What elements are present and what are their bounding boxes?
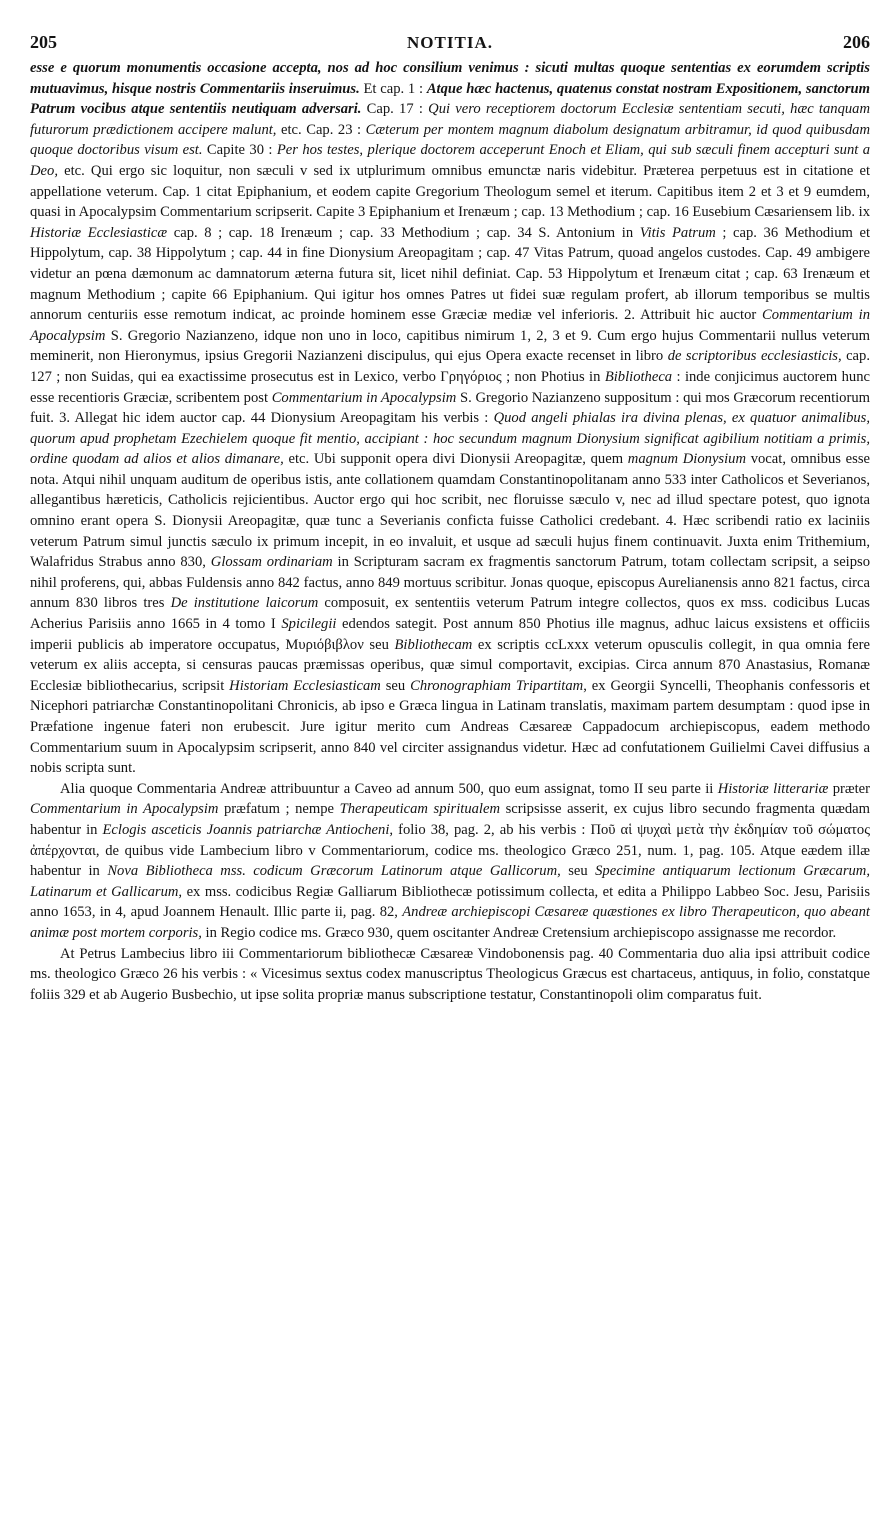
text-run: cap. 8 ; cap. 18 Irenæum ; cap. 33 Methodium ; cap. 34 S. Antonium in [167,224,640,241]
text-run: : inde conjicimus auctorem hunc esse recentioris Græciæ, scribentem post [30,368,870,406]
text-run: ; cap. 36 Methodium et Hippolytum, cap. 38 Hippolytum ; cap. 44 in fine Dionysium Areopagitam ; cap. 47 Vitas Patrum, quoad angelos custodes. Cap. 49 ambigere videtur an pœna dæmonum ac damnatorum æterna futura sit, licet nihil definiat. Cap. 53 Hippolytum et Irenæum citat ; cap. 63 Irenæum et magnum Methodium ; capite 66 Epiphanium. Qui igitur hos omnes Patres ut fidei suæ regulam profert, ab illorum temporibus se multis annorum centuriis esse remotum indicat, ac proinde hominem esse Græciæ mediæ vel inferioris. 2. Attribuit hic auctor [30,224,870,324]
italic-text-run: Qui vero receptiorem doctorum Ecclesiæ sententiam secuti, hæc tanquam futurorum prædictionem accipere malunt, [30,101,870,138]
italic-text-run: Bibliothecam [394,636,473,653]
italic-text-run: Nova Bibliotheca mss. codicum Græcorum Latinorum atque Gallicorum, [107,863,561,880]
italic-text-run: Historiæ litterariæ [717,780,829,797]
text-run: Alia quoque Commentaria Andreæ attribuuntur a Caveo ad annum 500, quo eum assignat, tomo II seu parte ii [60,780,718,797]
text-run: etc. Cap. 23 : [276,121,366,138]
italic-text-run: Eclogis asceticis Joannis patriarchæ Antiocheni, [102,821,394,838]
italic-text-run: Bibliotheca [604,368,673,385]
italic-text-run: Chronographiam Tripartitam [410,677,584,694]
italic-text-run: esse e quorum monumentis occasione accepta, nos ad hoc consilium venimus : sicuti multas quoque sententias ex eorumdem scriptis mutuavimus, hisque nostris Commentariis inseruimus. [30,60,870,97]
italic-text-run: Commentarium in Apocalypsim [30,801,219,818]
running-header [30,32,870,58]
text-run: Et cap. 1 : [359,80,427,97]
italic-text-run: Vitis Patrum [639,224,716,241]
paragraph [30,779,870,944]
text-run: cap. 127 ; non Suidas, qui ea exactissime prosecutus est in Lexico, verbo Γρηγόριος ; non Photius in [30,348,870,385]
italic-text-run: Historiam Ecclesiasticam [229,677,381,694]
text-run: Cap. 17 : [361,101,429,118]
text-run: scripsisse asserit, ex cujus libro secundo fragmenta quædam habentur in [30,801,870,838]
text-run: etc. Qui ergo sic loquitur, non sæculi v sed ix utplurimum omnibus emunctæ naris videbitur. Præterea perpetuus est in citatione et appellatione veterum. Cap. 1 citat Epiphanium, et eodem capite Gregorium Theologum semel et iterum. Capitibus item 2 et 3 et 9 eumdem, quasi in Apocalypsim Commentarium scripserit. Capite 3 Epiphanium et Irenæum ; cap. 13 Methodium ; cap. 16 Eusebium Cæsariensem lib. ix [30,162,870,221]
text-run: in Scripturam sacram ex fragmentis sanctorum Patrum, totam collectam scripsit, a seipso nihil proferens, qui, abbas Fuldensis anno 842 factus, anno 849 mortuus scribitur. Jonas quoque, episcopus Aurelianensis anno 821 factus, circa annum 830 libros tres [30,554,870,612]
text-run: præfatum ; nempe [218,801,340,818]
paragraph [30,944,870,1006]
italic-text-run: Therapeuticam spiritualem [339,801,501,818]
text-run: ex scriptis ccLxxx veterum opusculis collegit, in qua omnia fere veterum ex aliis accepta, si censuras paucas præmissas operibus, quæ simul comportavit, excipias. Circa annum 870 Anastasius, Romanæ Ecclesiæ bibliothecarius, scripsit [30,636,870,694]
text-run: seu [560,863,596,880]
italic-text-run: Quod angeli phialas ira divina plenas, ex quatuor animalibus, quorum apud prophetam Ezechielem quoque fit mentio, accipiant : hoc secundum magnum Dionysium significat agibilium notitiam a primis, ordine quodam ad alios et alios dimanare, [30,410,870,468]
italic-text-run: Specimine antiquarum lectionum Græcarum, Latinarum et Gallicarum, [30,863,870,900]
italic-text-run: magnum Dionysium [627,451,746,468]
paragraph [30,58,870,779]
text-run: præter [828,780,870,797]
text-run: S. Gregorio Nazianzeno suppositum : qui mos Græcorum recentiorum fuit. 3. Allegat hic idem auctor cap. 44 Dionysium Areopagitam his verbis : [30,389,870,427]
text-run: composuit, ex sententiis veterum Patrum integre collectos, quos ex mss. codicibus Lucas Acherius Parisiis anno 1665 in 4 tomo I [30,595,870,633]
text-run: At Petrus Lambecius libro iii Commentariorum bibliothecæ Cæsareæ Vindobonensis pag. 40 Commentaria duo alia ipsi attribuit codice ms. theologico Græco 26 his verbis : « Vicesimus sextus codex manuscriptus Theologicus Græcus est chartaceus, antiquus, in folio, constatque foliis 329 et ab Augerio Busbechio, ut ipse solita propriæ manus subscriptione testatur, Constantinopoli olim comparatus fuit. [30,945,870,1003]
italic-text-run: Commentarium in Apocalypsim [30,307,870,344]
italic-text-run: Glossam ordinariam [210,554,333,571]
italic-text-run: Spicilegii [281,616,337,633]
running-title: NOTITIA. [407,33,493,52]
text-run: vocat, omnibus esse nota. Atqui nihil unquam auditum de operibus istis, ante collationem quamdam Constantinopolitanam anno 533 inter Catholicos et Severianos, allegantibus hæreticis, Catholicis rejicientibus. Auctor ergo qui hoc scribit, nec floruisse sæculo v, nec ad illud spectare potest, quo ignota omnino erant opera S. Dionysii Areopagitæ, quæ tunc a Severianis conficta fuisse Catholici credebant. 4. Hæc scribendi ratio ex laciniis veterum Patrum simul junctis sæculo ix primum incepit, in eo invaluit, et usque ad sæculi hujus finem continuavit. Juxta enim Trithemium, Walafridus Strabus anno 830, [30,451,870,571]
italic-text-run: Atque hæc hactenus, quatenus constat nostram Expositionem, sanctorum Patrum vocibus atque sententiis neutiquam adversari. [30,80,870,118]
text-run: edendos sategit. Post annum 850 Photius ille magnus, adhuc laicus exsistens et officiis imperii publicis ab imperatore occupatus, Μυριόβιβλον seu [30,616,870,653]
text-run: in Regio codice ms. Græco 930, quem oscitanter Andreæ Cretensium archiepiscopo assignasse me recordor. [201,924,837,941]
text-run: , ex Georgii Syncelli, Theophanis confessoris et Nicephori patriarchæ Constantinopolitani Chronicis, ab ipso e Græca lingua in Latinam translatis, maximam partem desumptam : quod ipse in Præfatione ingenue fateri non erubescit. Jure igitur merito cum Andreas Cæsareæ Cappadocum archiepiscopus, eadem methodo Commentarium suum in Apocalypsim scripserit, anno 840 vel circiter assignandus videtur. Hæc ad confutationem Guilielmi Cavei diffusius a nobis scripta sunt. [30,677,870,777]
italic-text-run: Commentarium in Apocalypsim [271,389,457,406]
text-run: S. Gregorio Nazianzeno, idque non uno in loco, capitibus nimirum 1, 2, 3 et 9. Cum ergo hujus Commentarii nullus veterum meminerit, non Hieronymus, ipsius Gregorii Nazianzeni discipulus, qui ejus Opera exacte recenset in libro [30,327,870,365]
italic-text-run: Per hos testes, plerique doctorem acceperunt Enoch et Eliam, qui sub sæculi finem accepturi sunt a Deo, [30,142,870,179]
italic-text-run: De institutione laicorum [170,595,319,612]
text-run: Capite 30 : [202,142,277,159]
italic-text-run: Andreæ archiepiscopi Cæsareæ quæstiones ex libro Therapeuticon, quo abeant animæ post mortem corporis, [30,904,870,941]
text-run: etc. Ubi supponit opera divi Dionysii Areopagitæ, quem [283,451,628,468]
text-run: folio 38, pag. 2, ab his verbis : Ποῦ αἱ ψυχαὶ μετὰ τὴν ἐκδημίαν τοῦ σώματος ἀπέρχονται, de quibus vide Lambecium libro v Commentariorum, codice ms. theologico Græco 251, num. 1, pag. 105. Atque eædem illæ habentur in [30,821,870,880]
italic-text-run: Historiæ Ecclesiasticæ [30,224,168,241]
document-body [30,58,870,1005]
text-run: ex mss. codicibus Regiæ Galliarum Bibliothecæ potissimum collecta, et edita a Philippo Labbeo Soc. Jesu, Parisiis anno 1653, in 4, apud Joannem Henault. Illic parte ii, pag. 82, [30,883,871,921]
page-number-right: 206 [843,32,870,52]
page-number-left: 205 [30,32,57,52]
italic-text-run: de scriptoribus ecclesiasticis, [667,348,842,365]
text-run: seu [380,677,411,694]
italic-text-run: Cæterum per montem magnum diabolum designatum arbitramur, id quod quibusdam quoque doctoribus visum est. [30,121,870,159]
